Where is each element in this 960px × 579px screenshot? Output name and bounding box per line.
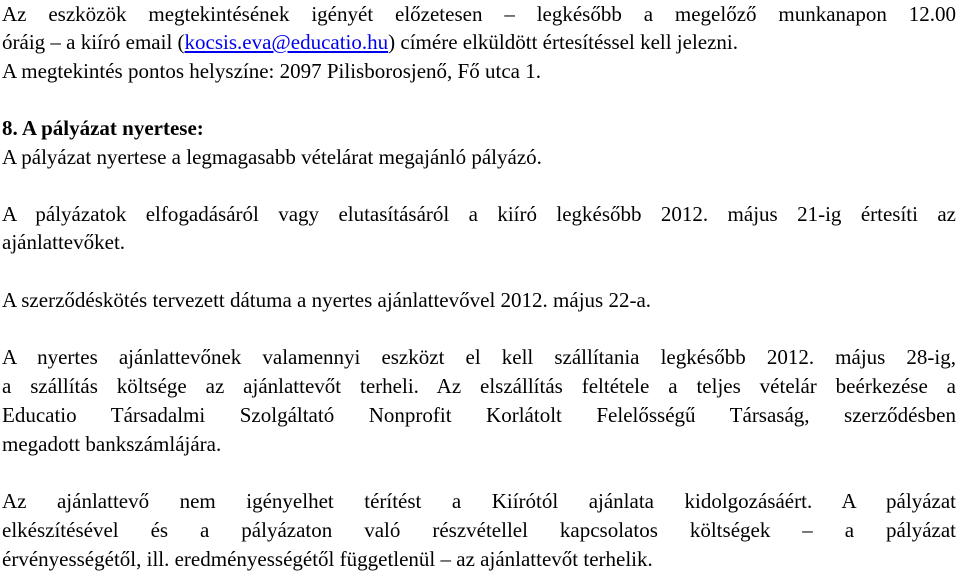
- delivery-line-3: Educatio Társadalmi Szolgáltató Nonprofit Korlátolt Felelősségű Társaság, szerződésben: [2, 403, 956, 427]
- section-8-heading: 8. A pályázat nyertese:: [2, 116, 204, 140]
- intro-line-3: A megtekintés pontos helyszíne: 2097 Pilisborosjenő, Fő utca 1.: [2, 59, 541, 83]
- costs-line-3: érvényességétől, ill. eredményességétől függetlenül – az ajánlattevőt terhelik.: [2, 547, 653, 571]
- notify-line-1: A pályázatok elfogadásáról vagy elutasításáról a kiíró legkésőbb 2012. május 21-ig értesíti az: [2, 202, 956, 226]
- delivery-line-1: A nyertes ajánlattevőnek valamennyi eszközt el kell szállítania legkésőbb 2012. május 28-ig,: [2, 345, 956, 369]
- intro-line-1: Az eszközök megtekintésének igényét előzetesen – legkésőbb a megelőző munkanapon 12.00: [2, 2, 956, 26]
- intro-line-2-end: ) címére elküldött értesítéssel kell jelezni.: [388, 30, 739, 54]
- costs-line-2: elkészítésével és a pályázaton való részvétellel kapcsolatos költségek – a pályázat: [2, 518, 956, 542]
- delivery-line-2: a szállítás költsége az ajánlattevőt terheli. Az elszállítás feltétele a teljes vételár beérkezése a: [2, 374, 956, 398]
- email-link[interactable]: kocsis.eva@educatio.hu: [184, 30, 389, 54]
- delivery-line-4: megadott bankszámlájára.: [2, 432, 222, 456]
- costs-line-1: Az ajánlattevő nem igényelhet térítést a Kiírótól ajánlata kidolgozásáért. A pályázat: [2, 489, 956, 513]
- contract-date-paragraph: A szerződéskötés tervezett dátuma a nyertes ajánlattevővel 2012. május 22-a.: [2, 288, 652, 312]
- notify-line-2: ajánlattevőket.: [2, 230, 126, 254]
- intro-line-2: [2, 29, 956, 55]
- winner-paragraph: A pályázat nyertese a legmagasabb vételárat megajánló pályázó.: [2, 145, 542, 169]
- intro-line-2-start: óráig – a kiíró email (: [2, 30, 185, 54]
